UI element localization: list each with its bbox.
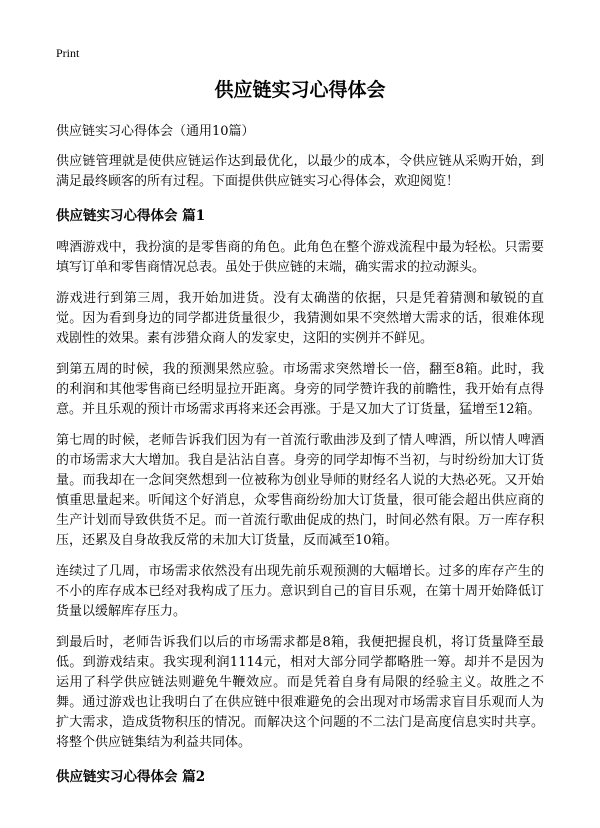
section-heading-2: 供应链实习心得体会 篇2 [56, 769, 206, 785]
section-1-paragraph-2: 游戏进行到第三周，我开始加进货。没有太确凿的依据，只是凭着猜测和敏锐的直觉。因为看到身边的同学都进货量很少，我猜测如果不突然增大需求的话，很难体现戏剧性的效果。素有涉猎众商人的发家史，这阳的实例并不鲜见。 [56, 291, 544, 346]
page-title: 供应链实习心得体会 [214, 79, 386, 101]
section-1-paragraph-4: 第七周的时候，老师告诉我们因为有一首流行歌曲涉及到了情人啤酒，所以情人啤酒的市场需求大大增加。我自是沾沾自喜。身旁的同学却悔不当初，与时纷纷加大订货量。而我却在一念间突然想到一位被称为创业导师的财经名人说的大热必死。又开始慎重思量起来。听闻这个好消息，众零售商纷纷加大订货量，很可能会超出供应商的生产计划而导致供货不足。而一首流行歌曲促成的热门，时间必然有限。万一库存积压，还累及自身故我反常的未加大订货量，反而减至10箱。 [56, 433, 544, 548]
section-1-paragraph-5: 连续过了几周，市场需求依然没有出现先前乐观预测的大幅增长。过多的库存产生的不小的库存成本已经对我构成了压力。意识到自己的盲目乐观，在第十周开始降低订货量以缓解库存压力。 [56, 564, 544, 619]
section-heading-1: 供应链实习心得体会 篇1 [56, 208, 206, 224]
section-1-paragraph-6: 到最后时，老师告诉我们以后的市场需求都是8箱，我便把握良机，将订货量降至最低。到游戏结束。我实现利润1114元，相对大部分同学都略胜一筹。却并不是因为运用了科学供应链法则避免牛鞭效应。而是凭着自身有局限的经验主义。故胜之不舞。通过游戏也让我明白了在供应链中很难避免的会出现对市场需求盲目乐观而人为扩大需求，造成货物积压的情况。而解决这个问题的不二法门是高度信息实时共享。将整个供应链集结为利益共同体。 [56, 635, 544, 750]
intro-paragraph: 供应链管理就是使供应链运作达到最优化，以最少的成本，令供应链从采购开始，到满足最终顾客的所有过程。下面提供供应链实习心得体会，欢迎阅览！ [56, 154, 544, 189]
print-link[interactable]: Print [56, 46, 80, 60]
document-body [56, 78, 544, 799]
document-subtitle: 供应链实习心得体会（通用10篇） [56, 124, 255, 139]
section-1-paragraph-3: 到第五周的时候，我的预测果然应验。市场需求突然增长一倍，翻至8箱。此时，我的利润和其他零售商已经明显拉开距离。身旁的同学赞许我的前瞻性，我开始有点得意。并且乐观的预计市场需求再将来还会再涨。于是又加大了订货量，猛增至12箱。 [56, 362, 544, 417]
section-1-paragraph-1: 啤酒游戏中，我扮演的是零售商的角色。此角色在整个游戏流程中最为轻松。只需要填写订单和零售商情况总表。虽处于供应链的末端，确实需求的拉动源头。 [56, 240, 544, 275]
